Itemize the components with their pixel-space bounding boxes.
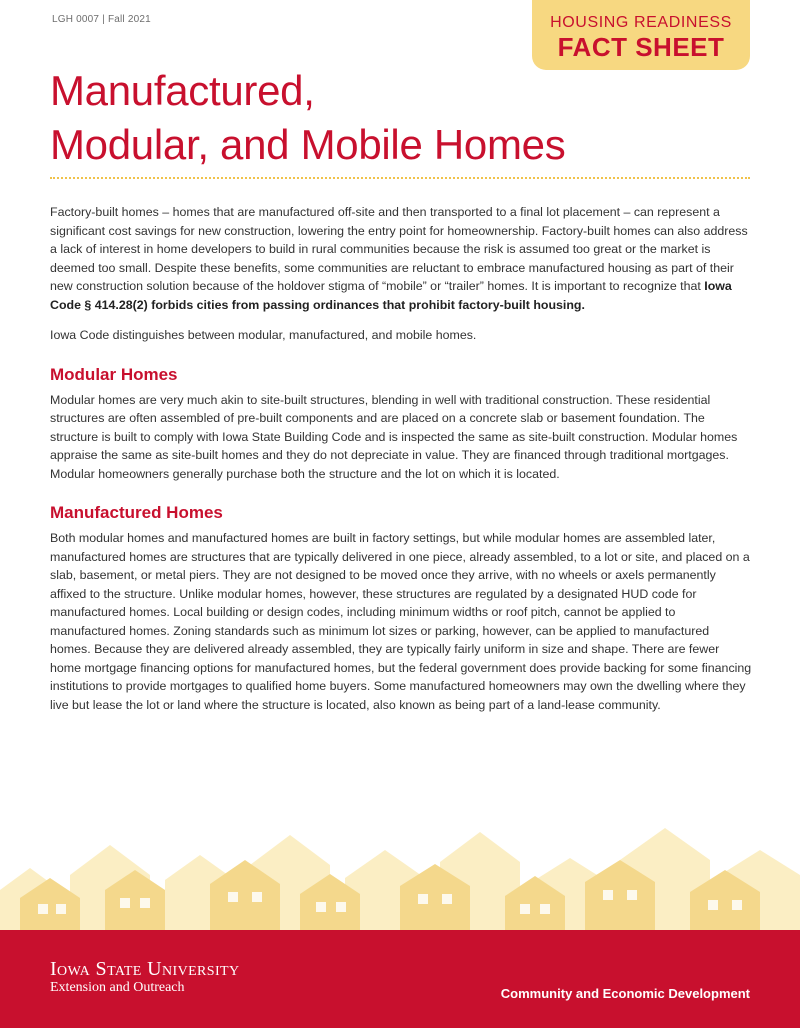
modular-homes-heading: Modular Homes [50,364,178,384]
fact-sheet-badge [532,0,750,70]
isu-logo [50,958,240,996]
document-code: LGH 0007 | Fall 2021 [52,14,151,25]
intro-text: Factory-built homes – homes that are manufactured off-site and then transported to a final lot placement – can represent a significant cost savings for new construction, lowering the entry point for homeownership. Factory-built homes can also address a lack of interest in home developers to build in rural communities because the risk is assumed too great or the market is deemed too small. Despite these benefits, some communities are reluctant to embrace manufactured housing as part of their new construction solution because of the holdover stigma of “mobile” or “trailer” homes. It is important to recognize that [50,205,748,293]
program-name: Community and Economic Development [500,986,750,1001]
modular-homes-body: Modular homes are very much akin to site-built structures, blending in well with traditional construction. These residential structures are often assembled of pre-built components and are placed on a concrete slab or basement foundation. The structure is built to comply with Iowa State Building Code and is inspected the same as site-built construction. Modular homes appraise the same as site-built homes and they do not depreciate in value. They are financed through traditional mortgages. Modular homeowners generally purchase both the structure and the lot on which it is located. [50,392,738,481]
title-line-1: Manufactured, [50,67,315,114]
title-line-2: Modular, and Mobile Homes [50,121,566,168]
distinguish-paragraph: Iowa Code distinguishes between modular, manufactured, and mobile homes. [50,328,477,342]
footer-band [0,930,800,1028]
isu-wordmark: Iowa State University [50,958,240,980]
manufactured-homes-body: Both modular homes and manufactured homes are built in factory settings, but while modular homes are assembled later, manufactured homes are structures that are typically delivered in one piece, already assembled, to a lot or site, and placed on a slab, basement, or metal piers. They are not designed to be moved once they arrive, with no wheels or axels permanently affixed to the structure. Unlike modular homes, however, these structures are regulated by a designated HUD code for manufactured homes. Local building or design codes, including minimum widths or roof pitch, cannot be applied to manufactured homes. Zoning standards such as minimum lot sizes or parking, however, can be applied to manufactured homes. Because they are delivered already assembled, they are typically fairly uniform in size and shape. There are fewer home mortgage financing options for manufactured homes, but the federal government does provide backing for some financing institutions to provide mortgages to qualified home buyers. Some manufactured homeowners may own the dwelling where they live but lease the lot or land where the structure is located, also known as being part of a land-lease community. [50,531,752,712]
iowa-code-statement: Iowa Code § 414.28(2) forbids cities from passing ordinances that prohibit factory-built housing. [50,279,732,312]
isu-unit-name: Extension and Outreach [50,980,185,995]
badge-series-label: HOUSING READINESS [550,14,732,31]
page-title [50,64,565,172]
main-content [50,203,752,726]
badge-type-label: FACT SHEET [557,32,725,62]
houses-illustration [0,820,800,930]
intro-paragraph [50,203,752,314]
title-divider [50,177,750,179]
manufactured-homes-heading: Manufactured Homes [50,503,223,522]
